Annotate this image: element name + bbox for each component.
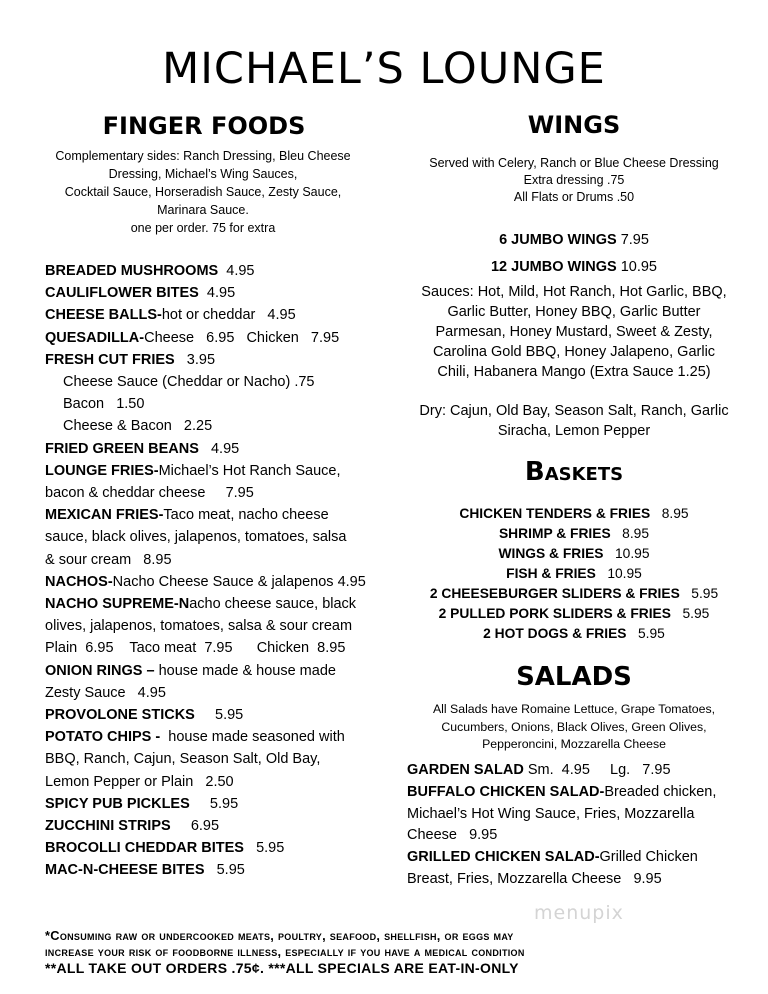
menu-line (45, 793, 375, 815)
item-detail: house made & house made (154, 662, 336, 679)
item-detail: 8.95 (610, 526, 650, 541)
menu-line (45, 482, 375, 504)
item-detail: sauce, black olives, jalapenos, tomatoes, salsa (45, 529, 347, 546)
item-name: FRESH CUT FRIES (45, 351, 175, 368)
menu-line (45, 504, 375, 526)
salad-line (407, 804, 727, 826)
baskets-heading: Baskets (524, 457, 624, 487)
baskets-list (405, 504, 743, 644)
watermark: menupix (534, 902, 624, 924)
item-detail: Breaded chicken, (604, 783, 717, 800)
menu-line (45, 260, 375, 282)
wings-note (405, 155, 743, 206)
item-detail: Sm. 4.95 Lg. 7.95 (523, 762, 671, 778)
wing-item (405, 227, 743, 254)
item-name: BUFFALO CHICKEN SALAD- (407, 783, 605, 800)
menu-line (45, 304, 375, 326)
menu-line (45, 393, 375, 415)
note-line: one per order. 75 for extra (130, 221, 276, 235)
item-detail: 5.95 (626, 626, 665, 641)
item-detail: 4.95 (218, 263, 255, 279)
item-detail: hot or cheddar 4.95 (161, 307, 296, 324)
menu-line (45, 660, 375, 682)
menu-line (45, 615, 375, 637)
item-detail: Cheese Sauce (Cheddar or Nacho) .75 (63, 374, 315, 391)
item-name: LOUNGE FRIES- (45, 462, 159, 479)
item-detail: 7.95 (616, 232, 649, 248)
wings-list (405, 227, 743, 281)
menu-line (45, 771, 375, 793)
item-detail: 10.95 (595, 566, 642, 581)
item-name: SHRIMP & FRIES (498, 526, 611, 541)
wing-sauces (405, 282, 743, 382)
salad-line (407, 782, 727, 804)
item-detail: Taco meat, nacho cheese (163, 507, 329, 524)
basket-item (405, 624, 743, 644)
note-line: Dressing, Michael’s Wing Sauces, (108, 167, 298, 181)
menu-line (45, 460, 375, 482)
salads-heading: SALADS (516, 662, 632, 692)
item-name: ONION RINGS – (45, 662, 155, 679)
menu-line (45, 682, 375, 704)
item-detail: house made seasoned with (160, 729, 345, 746)
basket-item (405, 584, 743, 604)
item-name: GRILLED CHICKEN SALAD- (407, 849, 600, 866)
item-name: FRIED GREEN BEANS (45, 440, 199, 457)
item-detail: 5.95 (194, 707, 244, 724)
finger-foods-heading: FINGER FOODS (102, 112, 306, 140)
wings-heading: WINGS (527, 111, 621, 139)
sauce-line: Carolina Gold BBQ, Honey Jalapeno, Garlic (432, 344, 716, 360)
item-name: FISH & FRIES (506, 566, 596, 581)
item-detail: Nacho Cheese Sauce & jalapenos 4.95 (112, 573, 366, 590)
item-name: NACHO SUPREME-N (45, 596, 190, 613)
item-detail: 3.95 (174, 351, 216, 368)
note-line: Pepperoncini, Mozzarella Cheese (482, 737, 666, 751)
item-name: CHICKEN TENDERS & FRIES (459, 506, 651, 521)
item-detail: Michael’s Hot Wing Sauce, Fries, Mozzarella (407, 805, 695, 822)
menu-line (45, 371, 375, 393)
basket-item (405, 504, 743, 524)
menu-line (45, 415, 375, 437)
item-detail: Grilled Chicken (599, 849, 698, 866)
menu-line (45, 438, 375, 460)
item-name: 2 HOT DOGS & FRIES (483, 626, 627, 641)
menu-line (45, 726, 375, 748)
menu-line (45, 349, 375, 371)
footer-disclaimer (45, 928, 735, 976)
sauce-line: Sauces: Hot, Mild, Hot Ranch, Hot Garlic, BBQ, (421, 284, 727, 300)
salad-line (407, 825, 727, 847)
item-detail: Cheese & Bacon 2.25 (63, 418, 213, 435)
item-detail: Zesty Sauce 4.95 (45, 684, 166, 701)
item-name: PROVOLONE STICKS (45, 707, 195, 724)
item-detail: & sour cream 8.95 (45, 551, 172, 568)
item-detail: 4.95 (198, 440, 240, 457)
basket-item (405, 604, 743, 624)
disclaimer-line: *Consuming raw or undercooked meats, poultry, seafood, shellfish, or eggs may (45, 928, 514, 943)
item-name: 2 CHEESEBURGER SLIDERS & FRIES (429, 586, 680, 601)
menu-line (45, 837, 375, 859)
menu-line (45, 704, 375, 726)
salads-list (407, 760, 727, 891)
sauce-line: Garlic Butter, Honey BBQ, Garlic Butter (447, 304, 701, 320)
takeout-note: **ALL TAKE OUT ORDERS .75¢. ***ALL SPECIALS ARE EAT-IN-ONLY (45, 960, 519, 976)
item-detail: 5.95 (204, 862, 245, 879)
item-detail: Plain 6.95 Taco meat 7.95 Chicken 8.95 (45, 640, 346, 657)
menu-line (45, 526, 375, 548)
item-name: BREADED MUSHROOMS (45, 263, 219, 279)
salad-line (407, 847, 727, 869)
note-line: Complementary sides: Ranch Dressing, Bleu Cheese (55, 149, 351, 163)
menu-title: MICHAEL’S LOUNGE (162, 44, 606, 94)
menu-line (45, 549, 375, 571)
item-name: QUESADILLA- (45, 329, 145, 346)
basket-item (405, 544, 743, 564)
item-name: 2 PULLED PORK SLIDERS & FRIES (438, 606, 671, 621)
menu-line (45, 748, 375, 770)
item-detail: 5.95 (679, 586, 719, 601)
item-detail: Bacon 1.50 (63, 396, 145, 413)
basket-item (405, 524, 743, 544)
basket-item (405, 564, 743, 584)
item-detail: 5.95 (189, 795, 239, 812)
item-detail: Lemon Pepper or Plain 2.50 (45, 773, 234, 790)
menu-line (45, 859, 375, 881)
item-detail: Cheese 9.95 (407, 827, 498, 844)
salad-line (407, 760, 727, 782)
salads-note (405, 701, 743, 754)
note-line: Extra dressing .75 (523, 173, 625, 187)
disclaimer-line: increase your risk of foodborne illness, especially if you have a medical condition (45, 944, 525, 959)
note-line: Cucumbers, Onions, Black Olives, Green Olives, (441, 719, 707, 734)
item-detail: BBQ, Ranch, Cajun, Season Salt, Old Bay, (45, 751, 321, 768)
item-name: 6 JUMBO WINGS (499, 232, 617, 248)
menu-line (45, 637, 375, 659)
item-detail: 8.95 (650, 506, 689, 521)
menu-line (45, 327, 375, 349)
item-detail: 5.95 (243, 840, 285, 857)
item-detail: Breast, Fries, Mozzarella Cheese 9.95 (407, 870, 662, 887)
menu-line (45, 593, 375, 615)
sauce-line: Parmesan, Honey Mustard, Sweet & Zesty, (435, 324, 713, 340)
item-name: SPICY PUB PICKLES (45, 795, 190, 812)
item-detail: olives, jalapenos, tomatoes, salsa & sour cream (45, 618, 353, 635)
item-name: WINGS & FRIES (498, 546, 604, 561)
note-line: All Salads have Romaine Lettuce, Grape Tomatoes, (432, 702, 716, 716)
item-name: BROCOLLI CHEDDAR BITES (45, 840, 244, 857)
note-line: Cocktail Sauce, Horseradish Sauce, Zesty Sauce, (64, 185, 342, 199)
item-name: NACHOS- (45, 573, 113, 590)
dry-line: Dry: Cajun, Old Bay, Season Salt, Ranch, Garlic (419, 403, 729, 419)
item-detail: bacon & cheddar cheese 7.95 (45, 485, 254, 502)
item-detail: Michael’s Hot Ranch Sauce, (158, 462, 341, 479)
item-name: GARDEN SALAD (407, 762, 524, 778)
item-detail: 4.95 (198, 285, 236, 302)
item-name: MAC-N-CHEESE BITES (45, 862, 205, 879)
note-line: Served with Celery, Ranch or Blue Cheese Dressing (429, 156, 719, 170)
note-line: Marinara Sauce. (157, 203, 249, 217)
menu-line (45, 815, 375, 837)
menu-line (45, 571, 375, 593)
item-name: 12 JUMBO WINGS (490, 259, 617, 275)
item-detail: acho cheese sauce, black (189, 596, 357, 613)
finger-foods-note (38, 147, 368, 237)
item-detail: 10.95 (616, 259, 657, 275)
dry-line: Siracha, Lemon Pepper (497, 423, 651, 439)
item-detail: 10.95 (603, 546, 650, 561)
menu-line (45, 282, 375, 304)
sauce-line: Chili, Habanera Mango (Extra Sauce 1.25) (437, 364, 711, 380)
item-detail: 5.95 (670, 606, 710, 621)
finger-foods-list (45, 260, 375, 882)
item-detail: 6.95 (170, 818, 220, 835)
salad-line (407, 869, 727, 891)
item-name: ZUCCHINI STRIPS (45, 818, 171, 835)
item-detail: Cheese 6.95 Chicken 7.95 (144, 329, 340, 346)
item-name: MEXICAN FRIES- (45, 507, 164, 524)
item-name: CHEESE BALLS- (45, 307, 162, 324)
item-name: POTATO CHIPS - (45, 729, 161, 746)
item-name: CAULIFLOWER BITES (45, 285, 199, 302)
wing-dry-rubs (405, 401, 743, 441)
note-line: All Flats or Drums .50 (513, 190, 635, 204)
wing-item (405, 254, 743, 281)
